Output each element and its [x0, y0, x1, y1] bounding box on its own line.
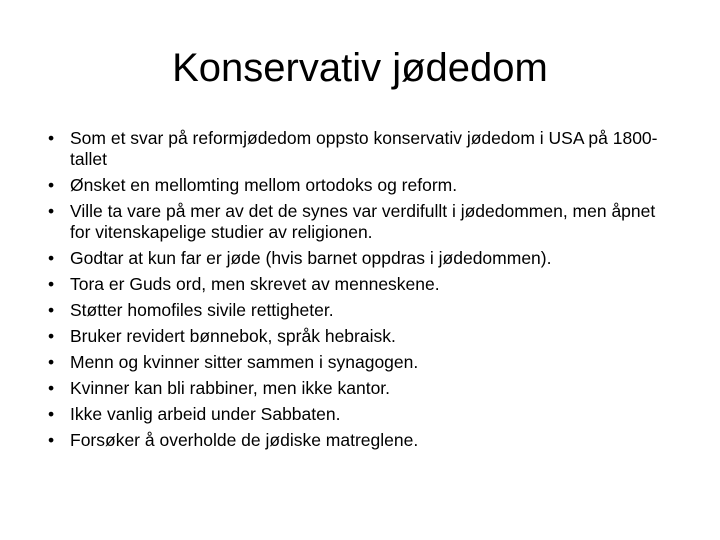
- list-item: [48, 248, 678, 269]
- list-item: [48, 378, 678, 399]
- bullet-icon: •: [48, 352, 55, 372]
- list-item-text: Som et svar på reformjødedom oppsto konservativ jødedom i USA på 1800-tallet: [70, 128, 658, 169]
- list-item-text: Forsøker å overholde de jødiske matreglene.: [70, 430, 419, 450]
- bullet-icon: •: [48, 404, 55, 424]
- list-item: [48, 175, 678, 196]
- list-item-text: Bruker revidert bønnebok, språk hebraisk.: [70, 326, 396, 346]
- list-item: [48, 274, 678, 295]
- bullet-icon: •: [48, 430, 55, 450]
- list-item: [48, 352, 678, 373]
- bullet-icon: •: [48, 248, 55, 268]
- bullet-icon: •: [48, 175, 55, 195]
- list-item: [48, 300, 678, 321]
- list-item-text: Kvinner kan bli rabbiner, men ikke kantor.: [70, 378, 391, 398]
- bullet-icon: •: [48, 326, 55, 346]
- list-item-text: Ikke vanlig arbeid under Sabbaten.: [70, 404, 341, 424]
- bullet-icon: •: [48, 378, 55, 398]
- bullet-icon: •: [48, 300, 55, 320]
- list-item-text: Ønsket en mellomting mellom ortodoks og reform.: [70, 175, 458, 195]
- list-item: [48, 404, 678, 425]
- list-item: [48, 430, 678, 451]
- list-item: [48, 201, 678, 243]
- list-item-text: Støtter homofiles sivile rettigheter.: [70, 300, 334, 320]
- list-item-text: Menn og kvinner sitter sammen i synagogen.: [70, 352, 419, 372]
- slide-title: Konservativ jødedom: [172, 46, 548, 90]
- list-item: [48, 326, 678, 347]
- list-item-text: Tora er Guds ord, men skrevet av menneskene.: [70, 274, 440, 294]
- list-item-text: Ville ta vare på mer av det de synes var verdifullt i jødedommen, men åpnet for vitenskapelige studier av religionen.: [70, 201, 656, 242]
- bullet-list: [48, 128, 678, 456]
- bullet-icon: •: [48, 201, 55, 221]
- bullet-icon: •: [48, 274, 55, 294]
- bullet-icon: •: [48, 128, 55, 148]
- list-item: [48, 128, 678, 170]
- list-item-text: Godtar at kun far er jøde (hvis barnet oppdras i jødedommen).: [70, 248, 552, 268]
